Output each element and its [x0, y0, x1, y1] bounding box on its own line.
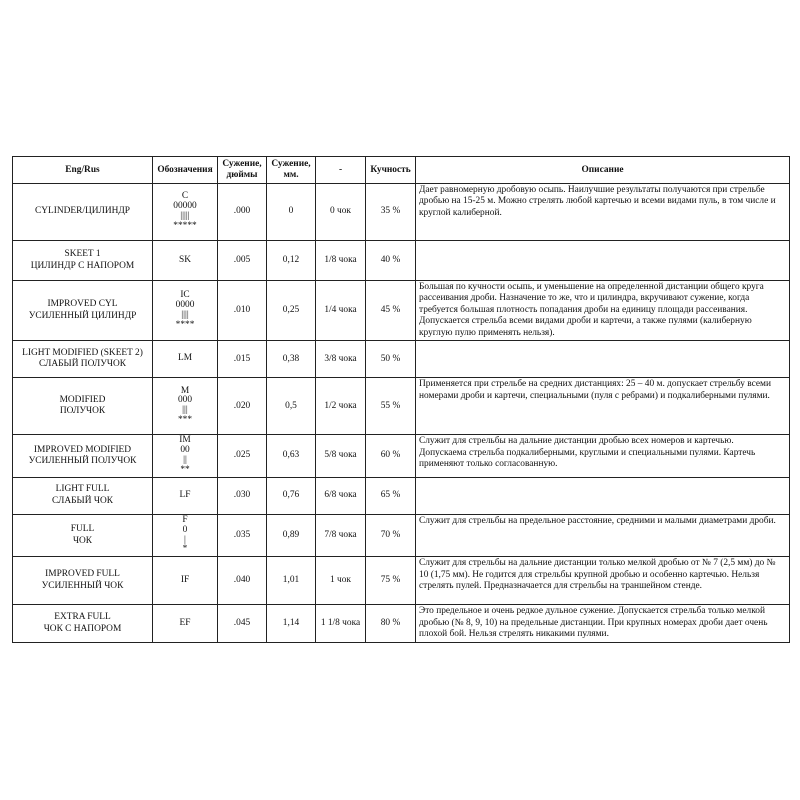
table-row: [13, 281, 790, 341]
inches-cell: .010: [218, 281, 267, 341]
description-cell-line: Служит для стрельбы на дальние дистанции дробью всех номеров и картечью.: [419, 436, 734, 447]
choke-name-cell: [13, 605, 153, 642]
choke-name-cell-line: IMPROVED CYL: [47, 299, 118, 310]
choke-name-cell: [13, 378, 153, 435]
choke-name-cell: [13, 281, 153, 341]
mm-cell: 0,76: [267, 477, 316, 514]
designation-cell-line: ***: [177, 415, 193, 426]
table-row: [13, 241, 790, 281]
header-inches: Сужение, дюймы: [218, 157, 267, 184]
choke-name-cell-line: ЦИЛИНДР С НАПОРОМ: [30, 260, 135, 271]
density-cell: 55 %: [366, 378, 416, 435]
density-cell: 75 %: [366, 557, 416, 605]
designation-cell-line: M: [180, 385, 190, 396]
header-mm: Сужение, мм.: [267, 157, 316, 184]
designation-cell: [153, 605, 218, 642]
designation-cell-line: |||||: [180, 211, 190, 221]
designation-cell-line: 00000: [173, 201, 197, 212]
header-density: Кучность: [366, 157, 416, 184]
density-cell: 70 %: [366, 514, 416, 557]
designation-cell-line: IM: [179, 435, 191, 446]
description-cell-line: Допускаема стрельба подкалиберными, круглыми и специальными пулями. Картечь: [419, 447, 756, 458]
description-cell: [416, 605, 790, 642]
designation-cell-line: 00: [180, 445, 190, 456]
choke-name-cell: [13, 341, 153, 378]
designation-cell: [153, 241, 218, 281]
choke-name-cell: [13, 557, 153, 605]
choke-name-cell: [13, 435, 153, 478]
inches-cell: .020: [218, 378, 267, 435]
inches-cell: .005: [218, 241, 267, 281]
description-cell: [416, 281, 790, 341]
designation-cell-line: 0000: [175, 299, 195, 310]
designation-cell-line: ****: [175, 319, 195, 330]
choke-name-cell-line: CYLINDER/ЦИЛИНДР: [34, 206, 131, 217]
choke-name-cell-line: ПОЛУЧОК: [59, 406, 106, 417]
designation-cell-line: 000: [177, 395, 193, 406]
fraction-cell: 6/8 чока: [316, 477, 366, 514]
designation-cell-line: LM: [177, 353, 193, 364]
inches-cell: .030: [218, 477, 267, 514]
designation-cell: [153, 435, 218, 478]
mm-cell: 0: [267, 184, 316, 241]
description-cell-line: круглой калиберной.: [419, 207, 502, 218]
choke-name-cell-line: УСИЛЕННЫЙ ПОЛУЧОК: [28, 456, 137, 467]
fraction-cell: 3/8 чока: [316, 341, 366, 378]
description-cell: [416, 557, 790, 605]
description-cell: [416, 435, 790, 478]
header-description: Описание: [416, 157, 790, 184]
density-cell: 80 %: [366, 605, 416, 642]
density-cell: 65 %: [366, 477, 416, 514]
fraction-cell: 7/8 чока: [316, 514, 366, 557]
density-cell: 60 %: [366, 435, 416, 478]
header-fraction: -: [316, 157, 366, 184]
inches-cell: .015: [218, 341, 267, 378]
description-cell-line: стрелять пулей. Предназначается для стрельбы на траншейном стенде.: [419, 581, 702, 592]
description-cell: [416, 514, 790, 557]
description-cell: [416, 241, 790, 281]
description-cell-line: требуется большая плотность попадания дроби на единицу площади рассеивания.: [419, 304, 748, 315]
density-cell: 35 %: [366, 184, 416, 241]
choke-name-cell-line: СЛАБЫЙ ПОЛУЧОК: [38, 359, 126, 370]
mm-cell: 0,89: [267, 514, 316, 557]
mm-cell: 0,25: [267, 281, 316, 341]
choke-name-cell-line: SKEET 1: [64, 249, 101, 260]
choke-name-cell-line: LIGHT MODIFIED (SKEET 2): [22, 347, 143, 358]
table-row: [13, 184, 790, 241]
designation-cell: [153, 341, 218, 378]
choke-name-cell-line: УСИЛЕННЫЙ ЦИЛИНДР: [28, 310, 137, 321]
inches-cell: .000: [218, 184, 267, 241]
description-cell-line: применяют только согласованную.: [419, 459, 558, 470]
header-row: [13, 157, 790, 184]
choke-name-cell-line: ЧОК С НАПОРОМ: [43, 623, 122, 634]
description-cell-line: Служит для стрельбы на дальние дистанции только мелкой дробью от № 7 (2,5 мм) до №: [419, 558, 776, 569]
choke-name-cell-line: СЛАБЫЙ ЧОК: [52, 495, 113, 506]
choke-name-cell: [13, 514, 153, 557]
fraction-cell: 1/2 чока: [316, 378, 366, 435]
choke-name-cell-line: IMPROVED MODIFIED: [33, 444, 132, 455]
choke-name-cell: [13, 241, 153, 281]
description-cell-line: Применяется при стрельбе на средних дистанциях: 25 – 40 м. допускает стрельбу всеми: [419, 379, 772, 390]
table-row: [13, 341, 790, 378]
fraction-cell: 1/4 чока: [316, 281, 366, 341]
designation-cell-line: *: [182, 544, 188, 555]
designation-cell-line: 0: [182, 524, 188, 535]
designation-cell: [153, 378, 218, 435]
description-cell-line: номерами дроби и картечи, специальными (пуля с ребрами) и подкалиберными пулями.: [419, 390, 770, 401]
description-cell: [416, 378, 790, 435]
table-row: [13, 557, 790, 605]
choke-name-cell-line: MODIFIED: [59, 394, 106, 405]
designation-cell-line: F: [182, 514, 188, 525]
designation-cell-line: IF: [180, 574, 190, 585]
designation-cell-line: EF: [179, 617, 191, 628]
choke-name-cell: [13, 184, 153, 241]
designation-cell-line: C: [181, 191, 189, 202]
description-cell-line: дробью (№ 8, 9, 10) на предельные дистанции. При крупных номерах дроби дает очень: [419, 617, 768, 628]
table-row: [13, 435, 790, 478]
designation-cell-line: LF: [179, 489, 191, 500]
fraction-cell: 5/8 чока: [316, 435, 366, 478]
description-cell-line: Служит для стрельбы на предельное расстояние, средними и малыми диаметрами дроби.: [419, 515, 776, 526]
fraction-cell: 0 чок: [316, 184, 366, 241]
designation-cell-line: **: [180, 464, 190, 475]
description-cell: [416, 184, 790, 241]
density-cell: 40 %: [366, 241, 416, 281]
fraction-cell: 1 1/8 чока: [316, 605, 366, 642]
description-cell: [416, 341, 790, 378]
density-cell: 45 %: [366, 281, 416, 341]
designation-cell-line: ||||: [181, 309, 189, 320]
description-cell: [416, 477, 790, 514]
mm-cell: 0,38: [267, 341, 316, 378]
designation-cell-line: IC: [180, 289, 190, 300]
designation-cell-line: |: [184, 534, 186, 545]
fraction-cell: 1 чок: [316, 557, 366, 605]
mm-cell: 1,01: [267, 557, 316, 605]
designation-cell-line: *****: [173, 220, 197, 231]
designation-cell-line: ||: [183, 455, 187, 466]
description-cell-line: дробью на 15-25 м. Можно стрелять любой картечью и всеми видами пуль, в том числе и: [419, 196, 776, 207]
description-cell-line: Это предельное и очень редкое дульное сужение. Допускается стрельба только мелкой: [419, 606, 765, 617]
designation-cell: [153, 477, 218, 514]
choke-name-cell-line: IMPROVED FULL: [45, 569, 120, 580]
description-cell-line: рассеивания дроби. Назначение то же, что и цилиндра, вкручивают сужение, когда: [419, 293, 750, 304]
table-row: [13, 378, 790, 435]
choke-name-cell-line: EXTRA FULL: [54, 612, 111, 623]
choke-table: [12, 156, 790, 643]
choke-name-cell-line: LIGHT FULL: [55, 484, 110, 495]
mm-cell: 1,14: [267, 605, 316, 642]
inches-cell: .025: [218, 435, 267, 478]
header-name: Eng/Rus: [13, 157, 153, 184]
description-cell-line: Большая по кучности осыпь, и уменьшение на определенной дистанции общего круга: [419, 282, 764, 292]
table-row: [13, 477, 790, 514]
fraction-cell: 1/8 чока: [316, 241, 366, 281]
designation-cell: [153, 281, 218, 341]
inches-cell: .035: [218, 514, 267, 557]
mm-cell: 0,63: [267, 435, 316, 478]
mm-cell: 0,12: [267, 241, 316, 281]
description-cell-line: плохой бой. Нельзя стрелять никакими пулями.: [419, 629, 609, 640]
designation-cell: [153, 184, 218, 241]
designation-cell: [153, 514, 218, 557]
inches-cell: .045: [218, 605, 267, 642]
designation-cell: [153, 557, 218, 605]
table-row: [13, 605, 790, 642]
choke-name-cell-line: FULL: [70, 524, 95, 535]
choke-name-cell-line: УСИЛЕННЫЙ ЧОК: [41, 580, 124, 591]
description-cell-line: Дает равномерную дробовую осыпь. Наилучшие результаты получаются при стрельбе: [419, 185, 765, 195]
density-cell: 50 %: [366, 341, 416, 378]
designation-cell-line: SK: [179, 254, 191, 265]
choke-name-cell-line: ЧОК: [72, 535, 93, 546]
table-row: [13, 514, 790, 557]
description-cell-line: круглую пулю применять нельзя).: [419, 327, 555, 338]
mm-cell: 0,5: [267, 378, 316, 435]
inches-cell: .040: [218, 557, 267, 605]
description-cell-line: Допускается стрельба всеми видами дроби и картечи, а также пулями (калиберную: [419, 316, 752, 327]
header-designation: Обозначения: [153, 157, 218, 184]
designation-cell-line: |||: [182, 405, 188, 416]
choke-name-cell: [13, 477, 153, 514]
description-cell-line: 10 (1,75 мм). Не годится для стрельбы крупной дробью и особенно картечью. Нельзя: [419, 569, 760, 580]
